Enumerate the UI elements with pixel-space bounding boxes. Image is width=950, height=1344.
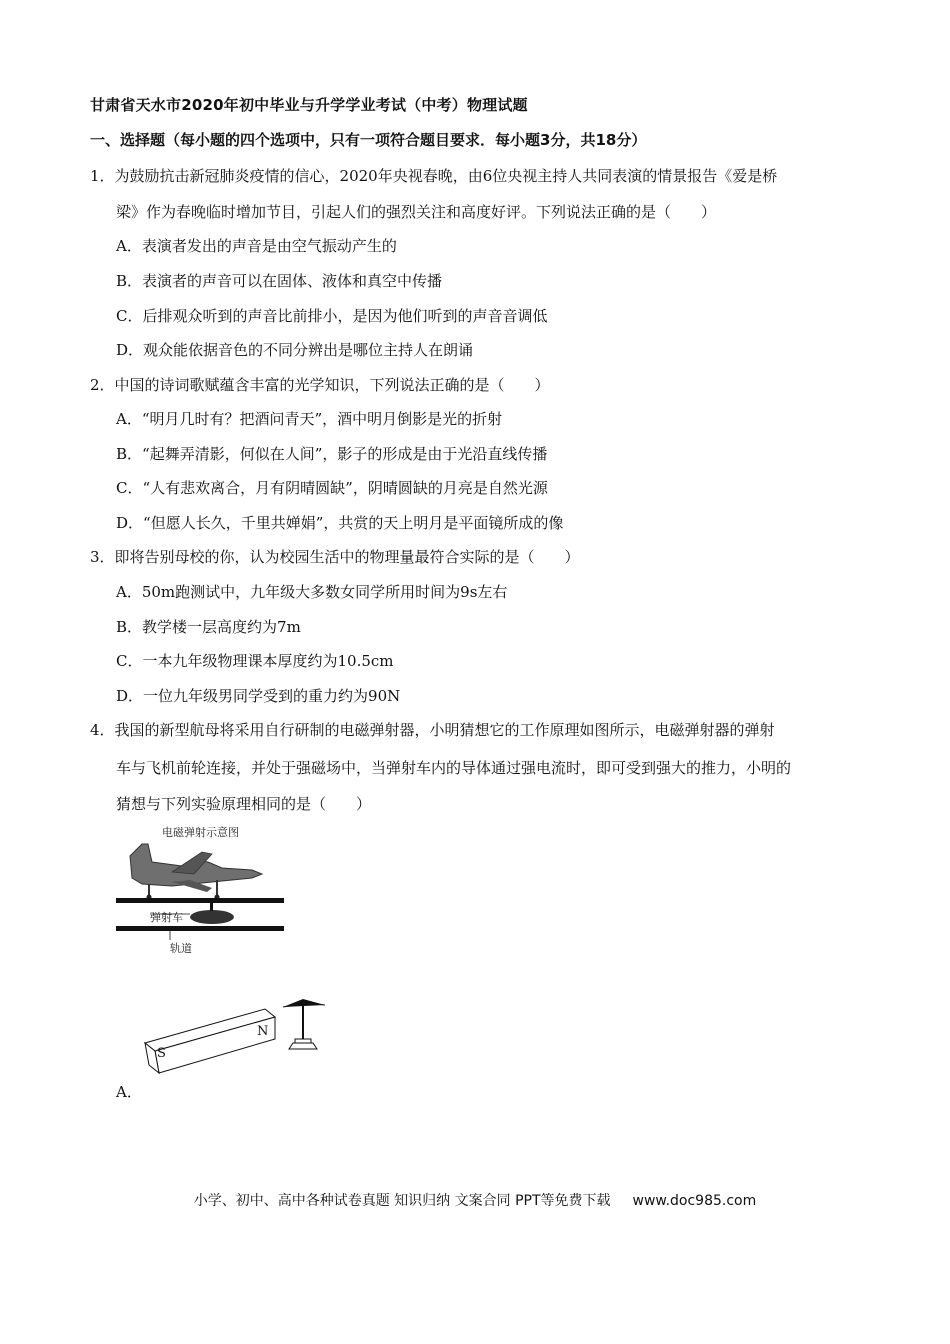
question-1-line-2: 梁》作为春晚临时增加节目，引起人们的强烈关注和高度好评。下列说法正确的是（ ） <box>116 203 717 221</box>
track-label: 轨道 <box>170 942 192 955</box>
exam-title: 甘肃省天水市2020年初中毕业与升学学业考试（中考）物理试题 <box>90 96 528 114</box>
question-2-line-1: 2．中国的诗词歌赋蕴含丰富的光学知识，下列说法正确的是（ ） <box>90 376 550 394</box>
upper-rail <box>116 898 284 903</box>
question-2-option-d: D．“但愿人长久，千里共婵娟”，共赏的天上明月是平面镜所成的像 <box>116 514 564 532</box>
footer-text: 小学、初中、高中各种试卷真题 知识归纳 文案合同 PPT等免费下载 <box>193 1193 611 1209</box>
magnet-compass-figure <box>135 995 335 1095</box>
catapult-diagram-caption: 电磁弹射示意图 <box>162 826 239 839</box>
south-pole-label: S <box>157 1046 166 1061</box>
section-heading: 一、选择题（每小题的四个选项中，只有一项符合题目要求．每小题3分，共18分） <box>90 131 647 149</box>
question-4-line-3: 猜想与下列实验原理相同的是（ ） <box>116 795 372 813</box>
question-1-option-d: D．观众能依据音色的不同分辨出是哪位主持人在朗诵 <box>116 341 474 359</box>
question-4-option-a-label: A． <box>116 1083 142 1101</box>
question-2-option-b: B．“起舞弄清影，何似在人间”，影子的形成是由于光沿直线传播 <box>116 445 548 463</box>
question-2-option-c: C．“人有悲欢离合，月有阴晴圆缺”，阴晴圆缺的月亮是自然光源 <box>116 479 548 497</box>
question-1-option-b: B．表演者的声音可以在固体、液体和真空中传播 <box>116 272 443 290</box>
footer-url[interactable]: www.doc985.com <box>632 1193 757 1209</box>
question-3-line-1: 3．即将告别母校的你，认为校园生活中的物理量最符合实际的是（ ） <box>90 548 580 566</box>
question-3-option-c: C．一本九年级物理课本厚度约为10.5cm <box>116 652 394 670</box>
question-2-option-a: A．“明月几时有？把酒问青天”，酒中明月倒影是光的折射 <box>116 410 503 428</box>
question-4-line-1: 4．我国的新型航母将采用自行研制的电磁弹射器，小明猜想它的工作原理如图所示，电磁弹射器的弹射 <box>90 721 775 739</box>
jet-plane-image <box>130 844 262 900</box>
north-pole-label: N <box>257 1024 269 1039</box>
lower-rail <box>116 926 284 931</box>
question-3-option-d: D．一位九年级男同学受到的重力约为90N <box>116 687 401 705</box>
catapult-car-shape <box>190 910 234 924</box>
catapult-diagram <box>112 822 292 957</box>
bar-magnet-shape <box>145 1009 275 1073</box>
catapult-car-label: 弹射车 <box>150 911 183 924</box>
page-footer <box>0 1190 950 1210</box>
question-1-option-c: C．后排观众听到的声音比前排小，是因为他们听到的声音音调低 <box>116 307 548 325</box>
question-3-option-a: A．50m跑测试中，九年级大多数女同学所用时间为9s左右 <box>116 583 508 601</box>
question-1-option-a: A．表演者发出的声音是由空气振动产生的 <box>116 237 397 255</box>
question-4-line-2: 车与飞机前轮连接，并处于强磁场中，当弹射车内的导体通过强电流时，即可受到强大的推力，小明的 <box>116 759 792 777</box>
question-1-line-1: 1．为鼓励抗击新冠肺炎疫情的信心，2020年央视春晚，由6位央视主持人共同表演的情景报告《爱是桥 <box>90 167 778 185</box>
compass-needle-icon <box>283 999 325 1049</box>
question-3-option-b: B．教学楼一层高度约为7m <box>116 618 301 636</box>
